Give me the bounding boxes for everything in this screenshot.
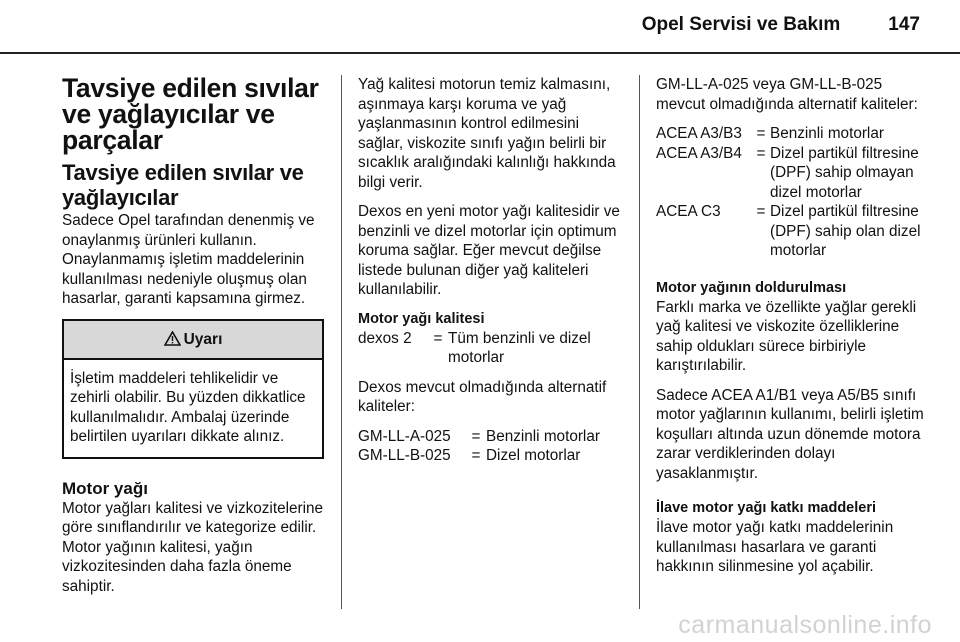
spec-desc: Dizel partikül filtresine (DPF) sahip olmayan dizel motorlar [770,144,919,201]
column-1 [62,75,324,606]
spec-eq: = [756,144,766,162]
oil-fill-text-2: Sadece ACEA A1/B1 veya A5/B5 sınıfı motor yağlarının kullanımı, belirli işletim koşulları altında uzun dönemde motora zarar verdiklerinden dolayı yasaklanmıştır. [656,386,924,482]
spec-eq: = [471,447,481,464]
main-heading: Tavsiye edilen sıvılar ve yağlayıcılar ve parçalar [62,73,319,155]
acea-spec-table [656,124,924,261]
spec-code: ACEA A3/B3 [656,125,742,142]
spec-code: ACEA C3 [656,203,721,220]
column-divider-2 [639,75,640,609]
spec-desc: Dizel motorlar [486,447,581,464]
oil-quality-heading: Motor yağı kalitesi [358,310,485,327]
spec-desc: Dizel partikül filtresine (DPF) sahip olan dizel motorlar [770,203,921,259]
column-3 [656,75,924,587]
column-divider-1 [341,75,342,609]
spec-code: dexos 2 [358,329,412,347]
oil-fill-text-1: Farklı marka ve özellikte yağlar gerekli yağ kalitesi ve viskozite özelliklerine sahip oldukları sürece birbiriyle karıştırılabilir. [656,298,917,374]
warning-header [64,321,322,360]
additive-heading: İlave motor yağı katkı maddeleri [656,500,877,516]
spec-code: ACEA A3/B4 [656,144,742,162]
header-rule [0,52,960,54]
column-2 [358,75,626,476]
oil-text: Motor yağları kalitesi ve vizkozitelerine göre sınıflandırılır ve kategorize edilir. Motor yağının kalitesi, yağın vizkozitesinden daha fazla öneme sahiptir. [62,499,323,595]
intro-text: Sadece Opel tarafından denenmiş ve onaylanmış ürünleri kullanın. Onaylanmamış işletim maddelerinin kullanılması nedeniyle oluşmuş olan hasarlar, garanti kapsamına girmez. [62,212,315,307]
spec-desc: Tüm benzinli ve dizel motorlar [448,329,591,366]
warning-title: Uyarı [183,330,223,348]
oil-heading: Motor yağı [62,478,148,498]
warning-box [62,319,324,459]
spec-desc: Benzinli motorlar [770,125,884,142]
page-header [642,14,920,36]
oil-quality-text: Yağ kalitesi motorun temiz kalmasını, aşınmaya karşı koruma ve yağ yaşlanmasının kontrol edilmesini sağlar, viskozite sınıfı yağın belirli bir sıcaklık aralığındaki kalınlığı hakkında bilgi verir. [358,76,616,191]
spec-eq: = [756,125,766,142]
spec-eq: = [433,329,443,347]
dexos-text: Dexos en yeni motor yağı kalitesidir ve benzinli ve dizel motorlar için optimum koruma sağlar. Eğer mevcut değilse listede bulunan diğer yağ kaliteleri kullanılabilir. [358,203,620,298]
spec-eq: = [756,203,766,220]
warning-icon [164,330,181,349]
gm-spec-table [358,427,626,466]
page-number: 147 [888,14,920,35]
acea-intro-text: GM-LL-A-025 veya GM-LL-B-025 mevcut olmadığında alternatif kaliteler: [656,76,918,113]
spec-desc: Benzinli motorlar [486,427,600,445]
spec-code: GM-LL-A-025 [358,427,451,445]
dexos-spec-row [358,329,626,368]
watermark: carmanualsonline.info [678,611,932,639]
warning-text: İşletim maddeleri tehlikelidir ve zehirli olabilir. Bu yüzden dikkatlice kullanılmalıdır. Ambalaj üzerinde belirtilen uyarıları dikkate alınız. [70,369,306,445]
sub-heading: Tavsiye edilen sıvılar ve yağlayıcılar [62,160,304,210]
spec-eq: = [471,427,481,445]
additive-text: İlave motor yağı katkı maddelerinin kullanılması hasarlara ve garanti hakkının silinmesine yol açabilir. [656,519,894,575]
spec-code: GM-LL-B-025 [358,447,451,464]
alternatives-text: Dexos mevcut olmadığında alternatif kaliteler: [358,378,607,415]
header-title: Opel Servisi ve Bakım [641,14,841,35]
oil-fill-heading: Motor yağının doldurulması [656,279,847,296]
